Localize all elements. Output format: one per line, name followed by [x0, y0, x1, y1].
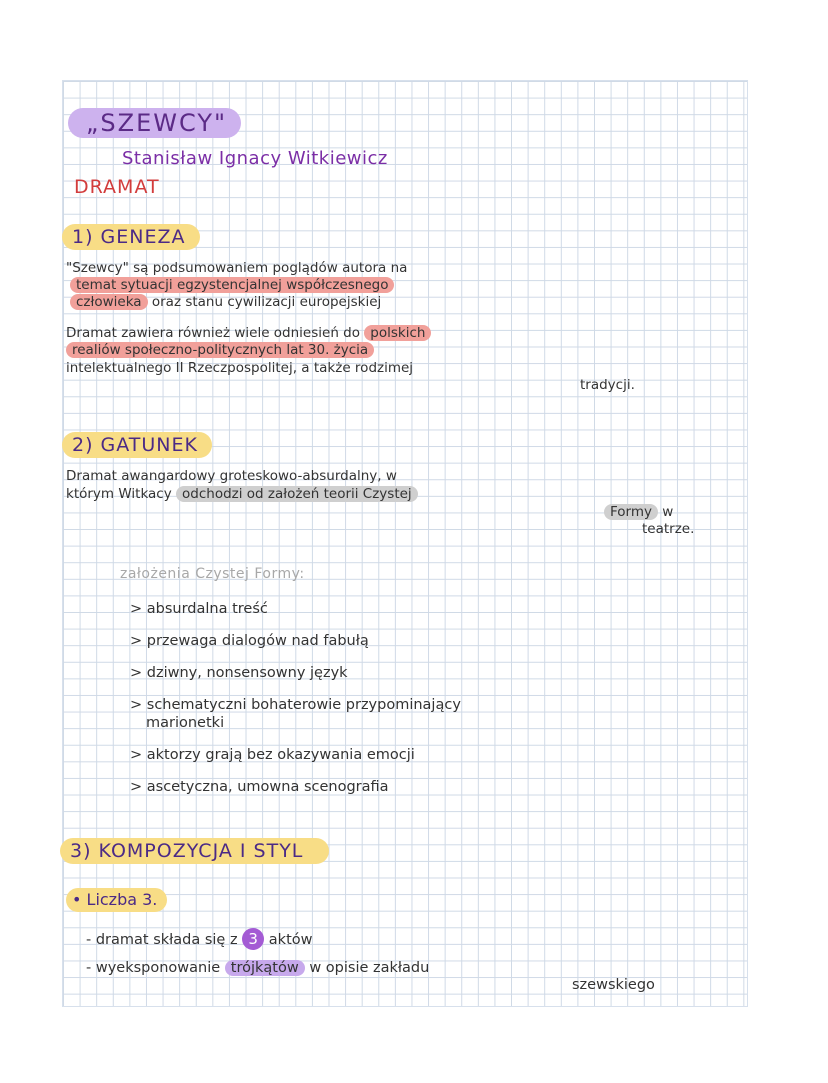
geneza-line-3-highlight: człowieka: [70, 294, 148, 310]
czysta-forma-item: > absurdalna treść: [130, 601, 268, 617]
section-heading-kompozycja: 3) KOMPOZYCJA I STYL: [60, 838, 329, 864]
czysta-forma-item: > schematyczni bohaterowie przypominający: [130, 697, 461, 713]
author-name: Stanisław Ignacy Witkiewicz: [122, 148, 388, 169]
kompozycja-item-1: - dramat składa się z: [86, 932, 238, 948]
kompozycja-item-2-highlight: trójkątów: [225, 960, 305, 976]
genre-label: DRAMAT: [74, 176, 160, 198]
geneza-line-7: tradycji.: [580, 377, 635, 393]
gatunek-line-3-rest: w: [662, 504, 674, 520]
geneza-line-2: temat sytuacji egzystencjalnej współczesnego: [70, 277, 394, 293]
page-title: „SZEWCY": [68, 108, 241, 138]
kompozycja-item-2-rest: w opisie zakładu: [309, 960, 430, 976]
gatunek-line-2: którym Witkacy: [66, 486, 172, 502]
grid-paper: [62, 80, 748, 1007]
geneza-line-4-highlight: polskich: [364, 325, 431, 341]
czysta-forma-item: > przewaga dialogów nad fabułą: [130, 633, 369, 649]
geneza-line-5: realiów społeczno-politycznych lat 30. życia: [66, 342, 374, 358]
geneza-line-4: Dramat zawiera również wiele odniesień do: [66, 325, 360, 341]
section-heading-gatunek: 2) GATUNEK: [62, 432, 212, 458]
czysta-forma-item: > dziwny, nonsensowny język: [130, 665, 348, 681]
gatunek-line-3-highlight: Formy: [604, 504, 658, 520]
gatunek-line-2-highlight: odchodzi od założeń teorii Czystej: [176, 486, 418, 502]
section-heading-geneza: 1) GENEZA: [62, 224, 200, 250]
czysta-forma-subheading: założenia Czystej Formy:: [120, 566, 305, 582]
czysta-forma-item-continuation: marionetki: [146, 715, 225, 731]
kompozycja-item-2-continuation: szewskiego: [572, 977, 655, 993]
czysta-forma-item: > ascetyczna, umowna scenografia: [130, 779, 389, 795]
geneza-line-6: intelektualnego II Rzeczpospolitej, a także rodzimej: [66, 360, 414, 376]
geneza-line-1: "Szewcy" są podsumowaniem poglądów autora na: [66, 260, 408, 276]
gatunek-line-4: teatrze.: [642, 521, 695, 537]
gatunek-line-1: Dramat awangardowy groteskowo-absurdalny, w: [66, 468, 397, 484]
kompozycja-item-2: - wyeksponowanie: [86, 960, 221, 976]
geneza-line-3-rest: oraz stanu cywilizacji europejskiej: [151, 294, 382, 310]
kompozycja-item-1-end: aktów: [268, 932, 313, 948]
point-liczba-3: • Liczba 3.: [66, 888, 167, 912]
czysta-forma-item: > aktorzy grają bez okazywania emocji: [130, 747, 415, 763]
number-3-badge: 3: [242, 928, 264, 950]
